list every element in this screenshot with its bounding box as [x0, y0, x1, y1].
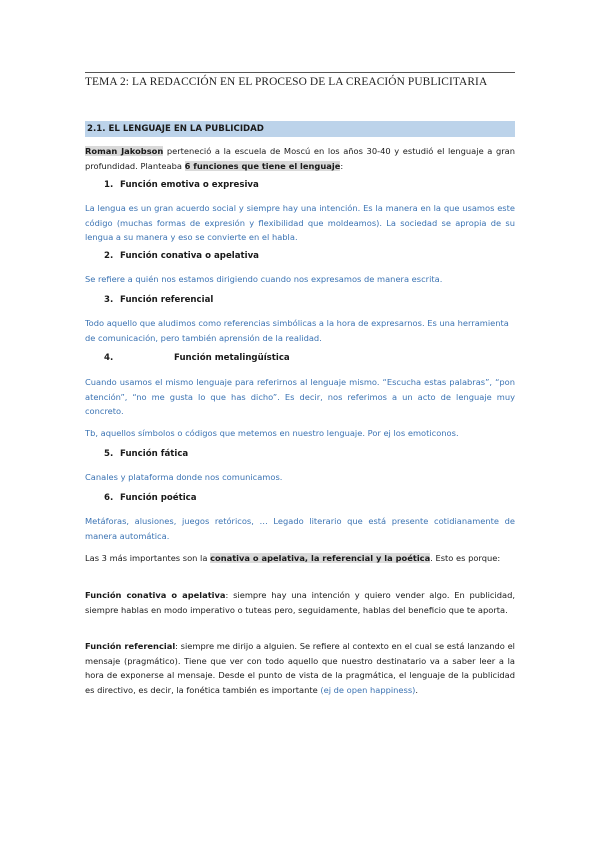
function-body-4b: Tb, aquellos símbolos o códigos que metemos en nuestro lenguaje. Por ej los emoticonos. [85, 428, 459, 438]
function-heading-4 [104, 353, 290, 363]
referencial-paragraph [85, 639, 515, 697]
conativa-paragraph [85, 588, 515, 617]
function-body-3: Todo aquello que aludimos como referencias simbólicas a la hora de expresarnos. Es una herramienta de comunicación, pero también aprensión de la realidad. [85, 318, 509, 343]
page-title: TEMA 2: LA REDACCIÓN EN EL PROCESO DE LA CREACIÓN PUBLICITARIA [85, 72, 515, 88]
referencial-text: : siempre me dirijo a alguien. Se refiere al contexto en el cual se está lanzando el mensaje (pragmático). Tiene que ver con todo aquello que nuestro destinatario va a saber leer a la hora de exponerse al mensaje. Desde el punto de vista de la pragmática, el lenguaje de la publicidad es directivo, es decir, la fonética también es importante [85, 641, 515, 695]
function-number: 4. [104, 353, 114, 363]
intro-colon: : [340, 160, 344, 171]
function-body-4: Cuando usamos el mismo lenguaje para referirnos al lenguaje mismo. “Escucha estas palabras”, “pon atención”, “no me gusta lo que has dicho”. Es decir, nos referimos a un acto de lenguaje muy concreto. [85, 377, 515, 416]
function-heading-2 [104, 251, 259, 261]
function-heading-3 [104, 295, 213, 305]
referencial-example: (ej de open happiness) [320, 684, 416, 695]
function-number: 6. [104, 493, 114, 503]
intro-highlight: 6 funciones que tiene el lenguaje [184, 160, 341, 171]
conativa-text: : siempre hay una intención y quiero vender algo. En publicidad, siempre hablas en modo imperativo o tuteas pero, seguidamente, hablas del beneficio que te aporta. [85, 590, 515, 615]
function-body-6: Metáforas, alusiones, juegos retóricos, … Legado literario que está presente cotidianamente de manera automática. [85, 516, 515, 541]
function-body-2: Se refiere a quién nos estamos dirigiendo cuando nos expresamos de manera escrita. [85, 274, 443, 284]
function-title: Función emotiva o expresiva [120, 180, 259, 190]
referencial-end: . [415, 684, 419, 695]
function-title: Función metalingüística [174, 353, 290, 363]
intro-text: perteneció a la escuela de Moscú en los años 30-40 y estudió el lenguaje a gran profundidad. Planteaba [85, 146, 515, 171]
function-number: 3. [104, 295, 114, 305]
function-body-1: La lengua es un gran acuerdo social y siempre hay una intención. Es la manera en la que usamos este código (muchas formas de expresión y flexibilidad que moldeamos). La sociedad se apropia de su lengua a su manera y eso se convierte en el habla. [85, 203, 515, 242]
summary-highlight: conativa o apelativa, la referencial y la poética [210, 553, 431, 563]
function-title: Función fática [120, 449, 189, 459]
intro-paragraph [85, 144, 515, 173]
function-title: Función referencial [120, 295, 214, 305]
function-number: 2. [104, 251, 114, 261]
function-heading-5 [104, 449, 188, 459]
author-name: Roman Jakobson [85, 146, 164, 156]
function-title: Función poética [120, 493, 197, 503]
function-heading-1 [104, 180, 259, 190]
function-number: 1. [104, 180, 114, 190]
summary-end: . Esto es porque: [430, 553, 501, 563]
summary-text: Las 3 más importantes son la [85, 553, 211, 563]
section-heading: 2.1. EL LENGUAJE EN LA PUBLICIDAD [85, 121, 515, 137]
conativa-label: Función conativa o apelativa [85, 590, 226, 600]
summary-paragraph [85, 551, 515, 566]
function-heading-6 [104, 493, 197, 503]
function-number: 5. [104, 449, 114, 459]
referencial-label: Función referencial [85, 641, 176, 651]
function-body-5: Canales y plataforma donde nos comunicamos. [85, 472, 283, 482]
function-title: Función conativa o apelativa [120, 251, 259, 261]
